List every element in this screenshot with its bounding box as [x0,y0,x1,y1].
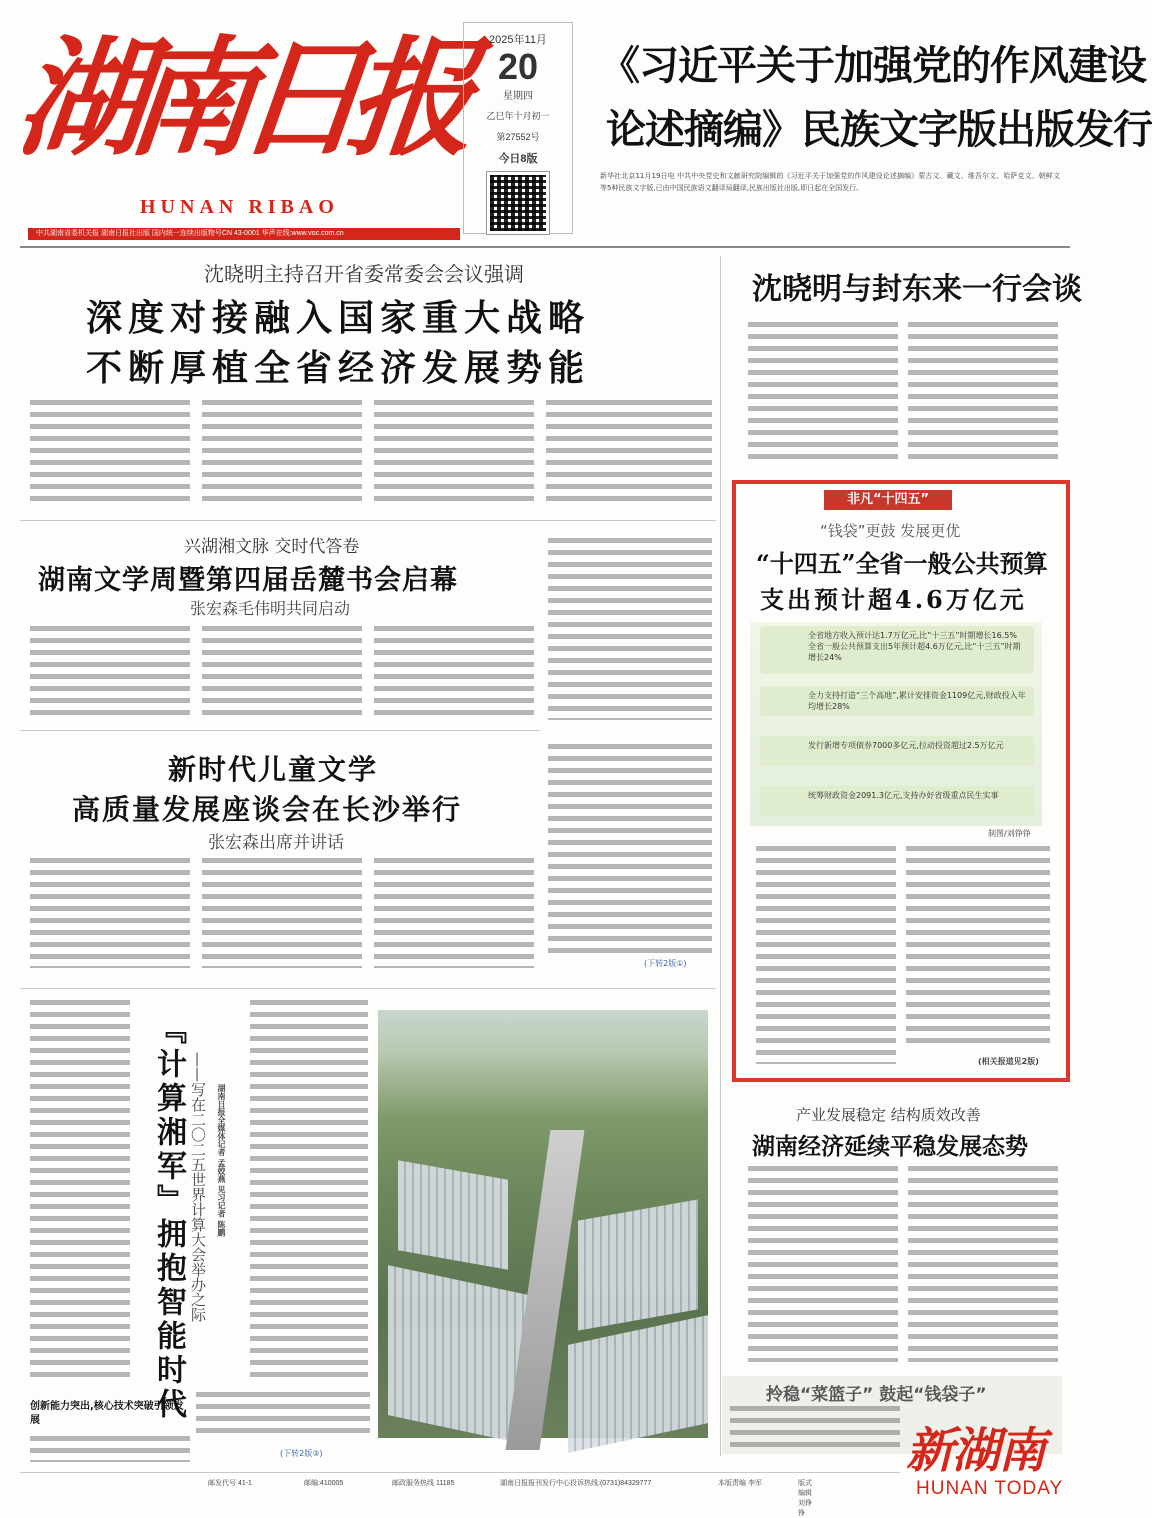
feature-stat [760,626,1034,674]
children-text-col [374,858,534,968]
ai-byline: 湖南日报全媒体记者 孟姣燕 见习记者 陈鹏 [217,1084,226,1237]
top-headline-1[interactable]: 《习近平关于加强党的作风建设 [600,43,1146,89]
ai-headline[interactable]: 『计算湘军』拥抱智能时代 [151,1014,186,1422]
page-count: 今日8版 [498,153,538,165]
greenhouse-block [568,1315,708,1453]
divider [20,1472,900,1473]
children-text-col [548,744,712,954]
footer-item: 湖南日报报刊发行中心投诉热线:(0731)84329777 [500,1480,652,1487]
lead-text-col [374,400,534,508]
date-lunar: 乙巳年十月初一 [486,111,550,121]
children-jump[interactable]: (下转2版①) [644,959,687,968]
divider [20,988,716,989]
greenhouse-aerial-photo [378,1010,708,1438]
meeting-text-col [908,322,1058,462]
children-text-col [202,858,362,968]
ai-section-head: 创新能力突出,核心技术突破引领发展 [30,1401,184,1426]
masthead-info-bar: 中共湖南省委机关报 湖南日报社出版 国内统一连续出版物号CN 43-0001 华声在线:www.voc.com.cn [28,228,460,240]
greenhouse-block [398,1160,508,1269]
top-story-lede: 新华社北京11月19日电 中共中央党史和文献研究院编辑的《习近平关于加强党的作风建设论述摘编》蒙古文、藏文、维吾尔文、哈萨克文、朝鲜文等5种民族文字版,已由中国民族语文翻译局翻译,民族出版社出版,即日起在全国发行。 [600,172,1060,192]
logo-cn: 新湖南 [906,1423,1045,1479]
greenhouse-block [578,1199,698,1330]
feature-tag: 非凡“十四五” [824,490,952,510]
xinhunan-logo[interactable] [906,1412,1078,1516]
culture-kicker: 兴湖湘文脉 交时代答卷 [184,537,360,557]
ai-jump[interactable]: (下转2版③) [280,1449,323,1458]
meeting-headline[interactable]: 沈晓明与封东来一行会谈 [752,272,1082,307]
feature-headline-1[interactable]: “十四五”全省一般公共预算 [756,549,1048,578]
qr-code-icon[interactable] [487,172,549,234]
footer-item: 本版责编 李军 [718,1480,762,1487]
economy-text-col [908,1166,1058,1362]
ai-text-col [196,1392,370,1436]
divider [20,730,540,731]
date-year-month: 2025年11月 [489,34,547,46]
basket-text [730,1406,900,1450]
footer-item: 邮发代号 41-1 [208,1480,252,1487]
lead-text-col [546,400,712,508]
culture-text-col [374,626,534,720]
feature-text-col [756,846,896,1064]
column-rule [720,256,721,1456]
masthead-pinyin: HUNAN RIBAO [140,196,339,218]
logo-en: HUNAN TODAY [916,1478,1064,1499]
divider [20,246,1070,248]
date-box [463,22,573,234]
feature-stat: 全力支持打造“三个高地”,累计安排资金1109亿元,财政投入年均增长28% [760,686,1034,716]
economy-headline[interactable]: 湖南经济延续平稳发展态势 [752,1134,1028,1160]
lead-headline-1[interactable]: 深度对接融入国家重大战略 [86,298,591,339]
meeting-text-col [748,322,898,462]
basket-headline[interactable]: 拎稳“菜篮子” 鼓起“钱袋子” [766,1385,987,1405]
children-headline-2[interactable]: 高质量发展座谈会在长沙举行 [72,793,463,826]
children-headline-1[interactable]: 新时代儿童文学 [168,753,379,786]
culture-text-col [548,538,712,720]
economy-text-col [748,1166,898,1362]
culture-deck: 张宏森毛伟明共同启动 [190,599,351,618]
ai-subheadline: ——写在二〇二五世界计算大会举办之际 [189,1052,207,1322]
children-deck: 张宏森出席并讲话 [208,833,344,853]
lead-text-col [202,400,362,508]
feature-stat: 统筹财政资金2091.3亿元,支持办好省级重点民生实事 [760,786,1034,816]
ai-text-col [30,1000,130,1380]
feature-headline-2[interactable]: 支出预计超4.6万亿元 [760,585,1027,614]
divider [20,520,716,521]
lead-text-col [30,400,190,508]
issue-number: 第27552号 [496,132,540,142]
feature-text-col [906,846,1050,1046]
date-weekday: 星期四 [503,91,533,102]
footer-item: 版式编辑 刘铮铮 [798,1480,812,1517]
feature-jump[interactable]: (相关报道见2版) [978,1057,1039,1066]
stat-text: 全省地方收入预计达1.7万亿元,比“十三五”时期增长16.5% [808,631,1017,640]
footer-item: 邮编:410005 [304,1480,344,1487]
lead-headline-2[interactable]: 不断厚植全省经济发展势能 [86,348,591,389]
feature-kicker: “钱袋”更鼓 发展更优 [820,522,961,540]
date-day: 20 [497,46,539,87]
ai-text-col [30,1436,190,1462]
masthead-title: 湖南日报 [10,24,466,174]
culture-text-col [202,626,362,720]
footer-item: 邮政服务热线 11185 [392,1480,455,1487]
culture-text-col [30,626,190,720]
ai-text-col [250,1000,368,1380]
culture-headline[interactable]: 湖南文学周暨第四届岳麓书会启幕 [38,565,458,596]
top-headline-2[interactable]: 论述摘编》民族文字版出版发行 [606,107,1152,153]
feature-credit: 制图/刘铮铮 [988,829,1031,838]
feature-stat: 发行新增专项债券7000多亿元,拉动投资超过2.5万亿元 [760,736,1034,766]
footer [28,1478,818,1517]
children-text-col [30,858,190,968]
stat-text: 全省一般公共预算支出5年预计超4.6万亿元,比“十三五”时期增长24% [808,642,1021,662]
lead-kicker: 沈晓明主持召开省委常委会会议强调 [204,262,524,286]
greenhouse-block [388,1265,528,1445]
economy-kicker: 产业发展稳定 结构质效改善 [796,1106,981,1124]
